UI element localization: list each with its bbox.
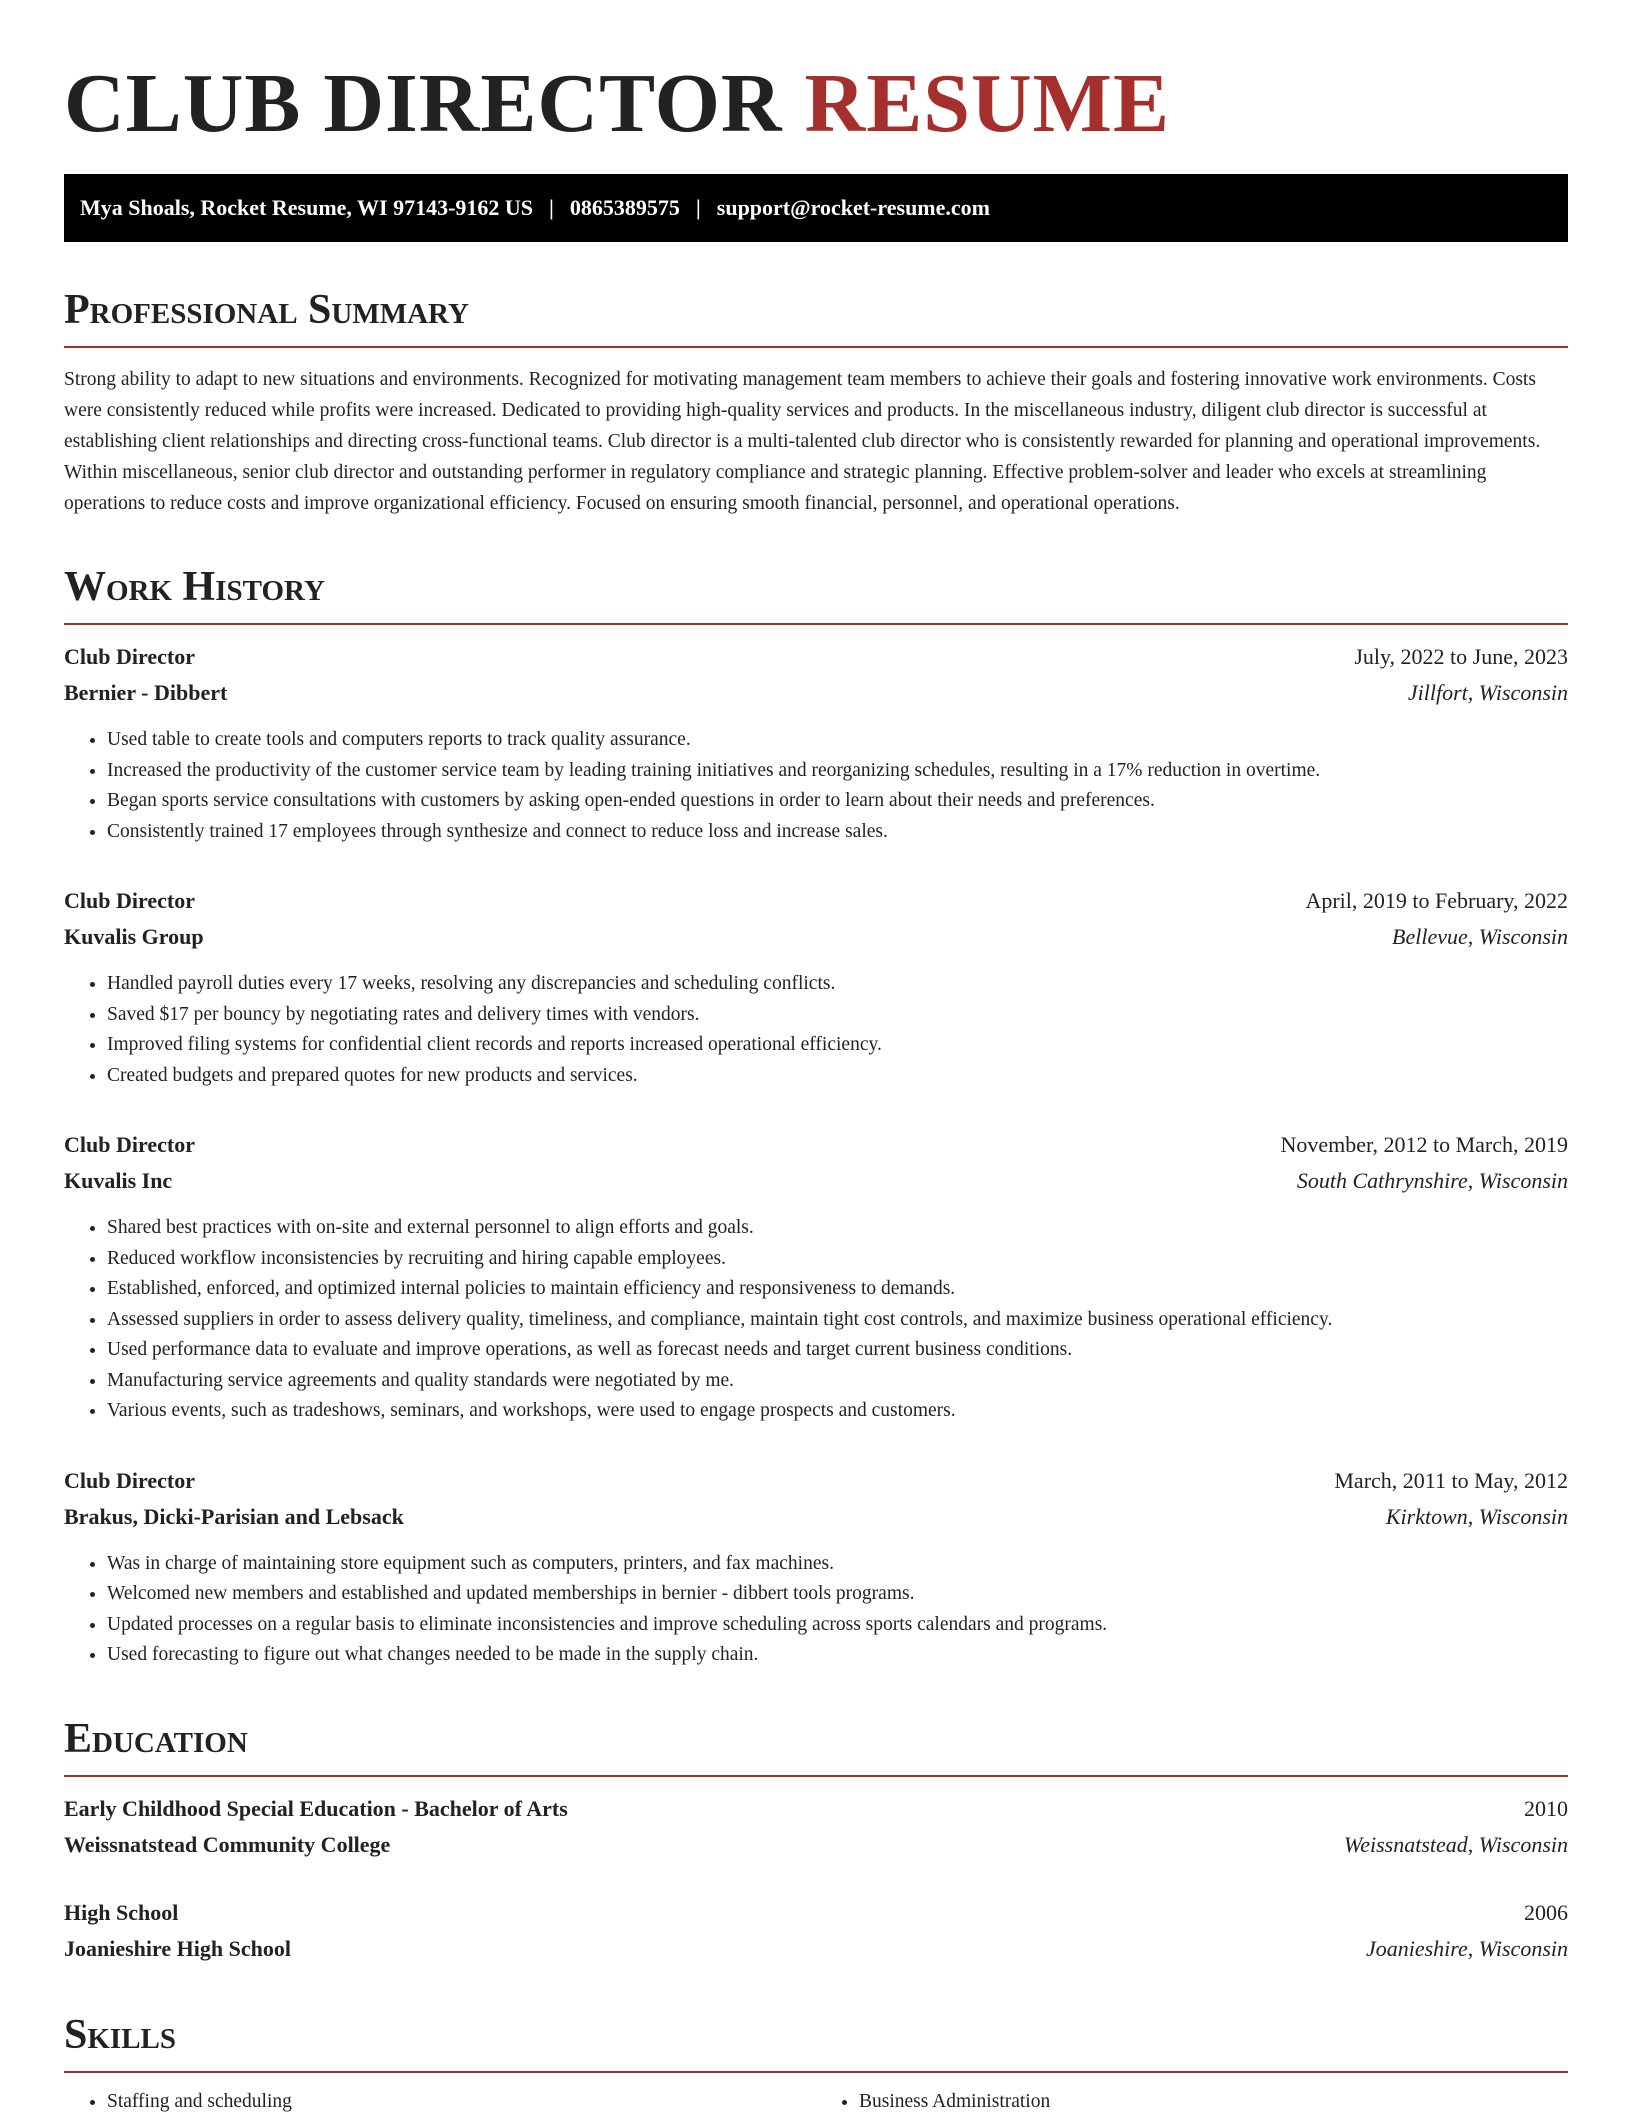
job-title: Club Director — [64, 888, 195, 913]
education-entry — [64, 1895, 1568, 1967]
job-bullet: • Manufacturing service agreements and quality standards were negotiated by me. — [107, 1366, 1568, 1397]
skills-column-right — [816, 2087, 1568, 2117]
job-dates: November, 2012 to March, 2019 — [1280, 1132, 1568, 1157]
skills-list — [64, 2087, 1568, 2117]
education-degree: High School — [64, 1899, 179, 1925]
skills-column-left — [64, 2087, 816, 2117]
contact-email: support@rocket-resume.com — [716, 195, 990, 220]
contact-address: Mya Shoals, Rocket Resume, WI 97143-9162 US — [80, 195, 534, 220]
contact-separator: | — [549, 195, 554, 220]
title-accent: RESUME — [804, 57, 1170, 150]
job-bullets — [64, 1549, 1568, 1671]
job-location: South Cathrynshire, Wisconsin — [1296, 1168, 1568, 1193]
job-bullet: • Used table to create tools and computers reports to track quality assurance. — [107, 725, 1568, 756]
job-entry — [64, 1463, 1568, 1671]
job-bullet: • Used performance data to evaluate and improve operations, as well as forecast needs and target current business conditions. — [107, 1335, 1568, 1366]
education-heading: Education — [64, 1715, 1568, 1777]
job-bullets — [64, 1213, 1568, 1427]
education-year: 2010 — [1524, 1795, 1568, 1821]
job-company: Kuvalis Inc — [64, 1168, 173, 1193]
job-bullets — [64, 969, 1568, 1091]
education-degree: Early Childhood Special Education - Bachelor of Arts — [64, 1795, 568, 1821]
job-bullet: • Assessed suppliers in order to assess delivery quality, timeliness, and compliance, maintain tight cost controls, and maximize business operational efficiency. — [107, 1305, 1568, 1336]
education-entry — [64, 1791, 1568, 1863]
job-company: Kuvalis Group — [64, 924, 204, 949]
job-bullet: • Saved $17 per bouncy by negotiating rates and delivery times with vendors. — [107, 1000, 1568, 1031]
job-bullet: • Established, enforced, and optimized internal policies to maintain efficiency and responsiveness to demands. — [107, 1274, 1568, 1305]
job-entry — [64, 639, 1568, 847]
job-bullet: • Reduced workflow inconsistencies by recruiting and hiring capable employees. — [107, 1244, 1568, 1275]
job-location: Bellevue, Wisconsin — [1392, 924, 1568, 949]
job-bullet: • Used forecasting to figure out what changes needed to be made in the supply chain. — [107, 1640, 1568, 1671]
education-location: Joanieshire, Wisconsin — [1365, 1935, 1568, 1961]
skill-item: • Staffing and scheduling — [107, 2087, 816, 2117]
job-bullet: • Handled payroll duties every 17 weeks, resolving any discrepancies and scheduling conflicts. — [107, 969, 1568, 1000]
summary-heading: Professional Summary — [64, 286, 1568, 348]
job-location: Kirktown, Wisconsin — [1385, 1503, 1568, 1529]
job-title: Club Director — [64, 1132, 195, 1157]
job-bullet: • Was in charge of maintaining store equipment such as computers, printers, and fax machines. — [107, 1549, 1568, 1580]
job-company: Bernier - Dibbert — [64, 680, 228, 705]
job-dates: April, 2019 to February, 2022 — [1305, 888, 1568, 913]
skills-heading: Skills — [64, 2011, 1568, 2073]
job-bullet: • Began sports service consultations with customers by asking open-ended questions in order to learn about their needs and preferences. — [107, 786, 1568, 817]
contact-bar — [64, 174, 1568, 242]
job-title: Club Director — [64, 644, 195, 669]
job-bullet: • Various events, such as tradeshows, seminars, and workshops, were used to engage prospects and customers. — [107, 1396, 1568, 1427]
job-bullet: • Welcomed new members and established and updated memberships in bernier - dibbert tools programs. — [107, 1579, 1568, 1610]
job-company: Brakus, Dicki-Parisian and Lebsack — [64, 1503, 404, 1529]
job-bullets — [64, 725, 1568, 847]
job-bullet: • Updated processes on a regular basis to eliminate inconsistencies and improve scheduling across sports calendars and programs. — [107, 1610, 1568, 1641]
job-dates: July, 2022 to June, 2023 — [1354, 644, 1568, 669]
job-bullet: • Improved filing systems for confidential client records and reports increased operational efficiency. — [107, 1030, 1568, 1061]
job-dates: March, 2011 to May, 2012 — [1334, 1467, 1568, 1493]
work-history-heading: Work History — [64, 563, 1568, 625]
job-bullet: • Shared best practices with on-site and external personnel to align efforts and goals. — [107, 1213, 1568, 1244]
job-entry — [64, 883, 1568, 1091]
job-bullet: • Consistently trained 17 employees through synthesize and connect to reduce loss and increase sales. — [107, 817, 1568, 848]
job-entry — [64, 1127, 1568, 1427]
education-location: Weissnatstead, Wisconsin — [1343, 1831, 1568, 1857]
education-school: Weissnatstead Community College — [64, 1831, 391, 1857]
summary-text: Strong ability to adapt to new situations and environments. Recognized for motivating management team members to achieve their goals and fostering innovative work environments. Costs were consistently reduced while profits were increased. Dedicated to providing high-quality services and products. In the miscellaneous industry, diligent club director is successful at establishing client relationships and directing cross-functional teams. Club director is a multi-talented club director who is consistently rewarded for planning and operational improvements. Within miscellaneous, senior club director and outstanding performer in regulatory compliance and strategic planning. Effective problem-solver and leader who excels at streamlining operations to reduce costs and improve organizational efficiency. Focused on ensuring smooth financial, personnel, and operational operations. — [64, 369, 1541, 514]
contact-separator: | — [695, 195, 701, 220]
contact-phone: 0865389575 — [569, 195, 680, 220]
skill-item: • Business Administration — [859, 2087, 1568, 2117]
job-bullet: • Created budgets and prepared quotes for new products and services. — [107, 1061, 1568, 1092]
job-title: Club Director — [64, 1467, 195, 1493]
title-main: CLUB DIRECTOR — [64, 57, 783, 150]
education-year: 2006 — [1524, 1899, 1568, 1925]
job-bullet: • Increased the productivity of the customer service team by leading training initiatives and reorganizing schedules, resulting in a 17% reduction in overtime. — [107, 756, 1568, 787]
resume-title — [64, 56, 1568, 152]
job-location: Jillfort, Wisconsin — [1407, 680, 1568, 705]
education-school: Joanieshire High School — [64, 1935, 291, 1961]
